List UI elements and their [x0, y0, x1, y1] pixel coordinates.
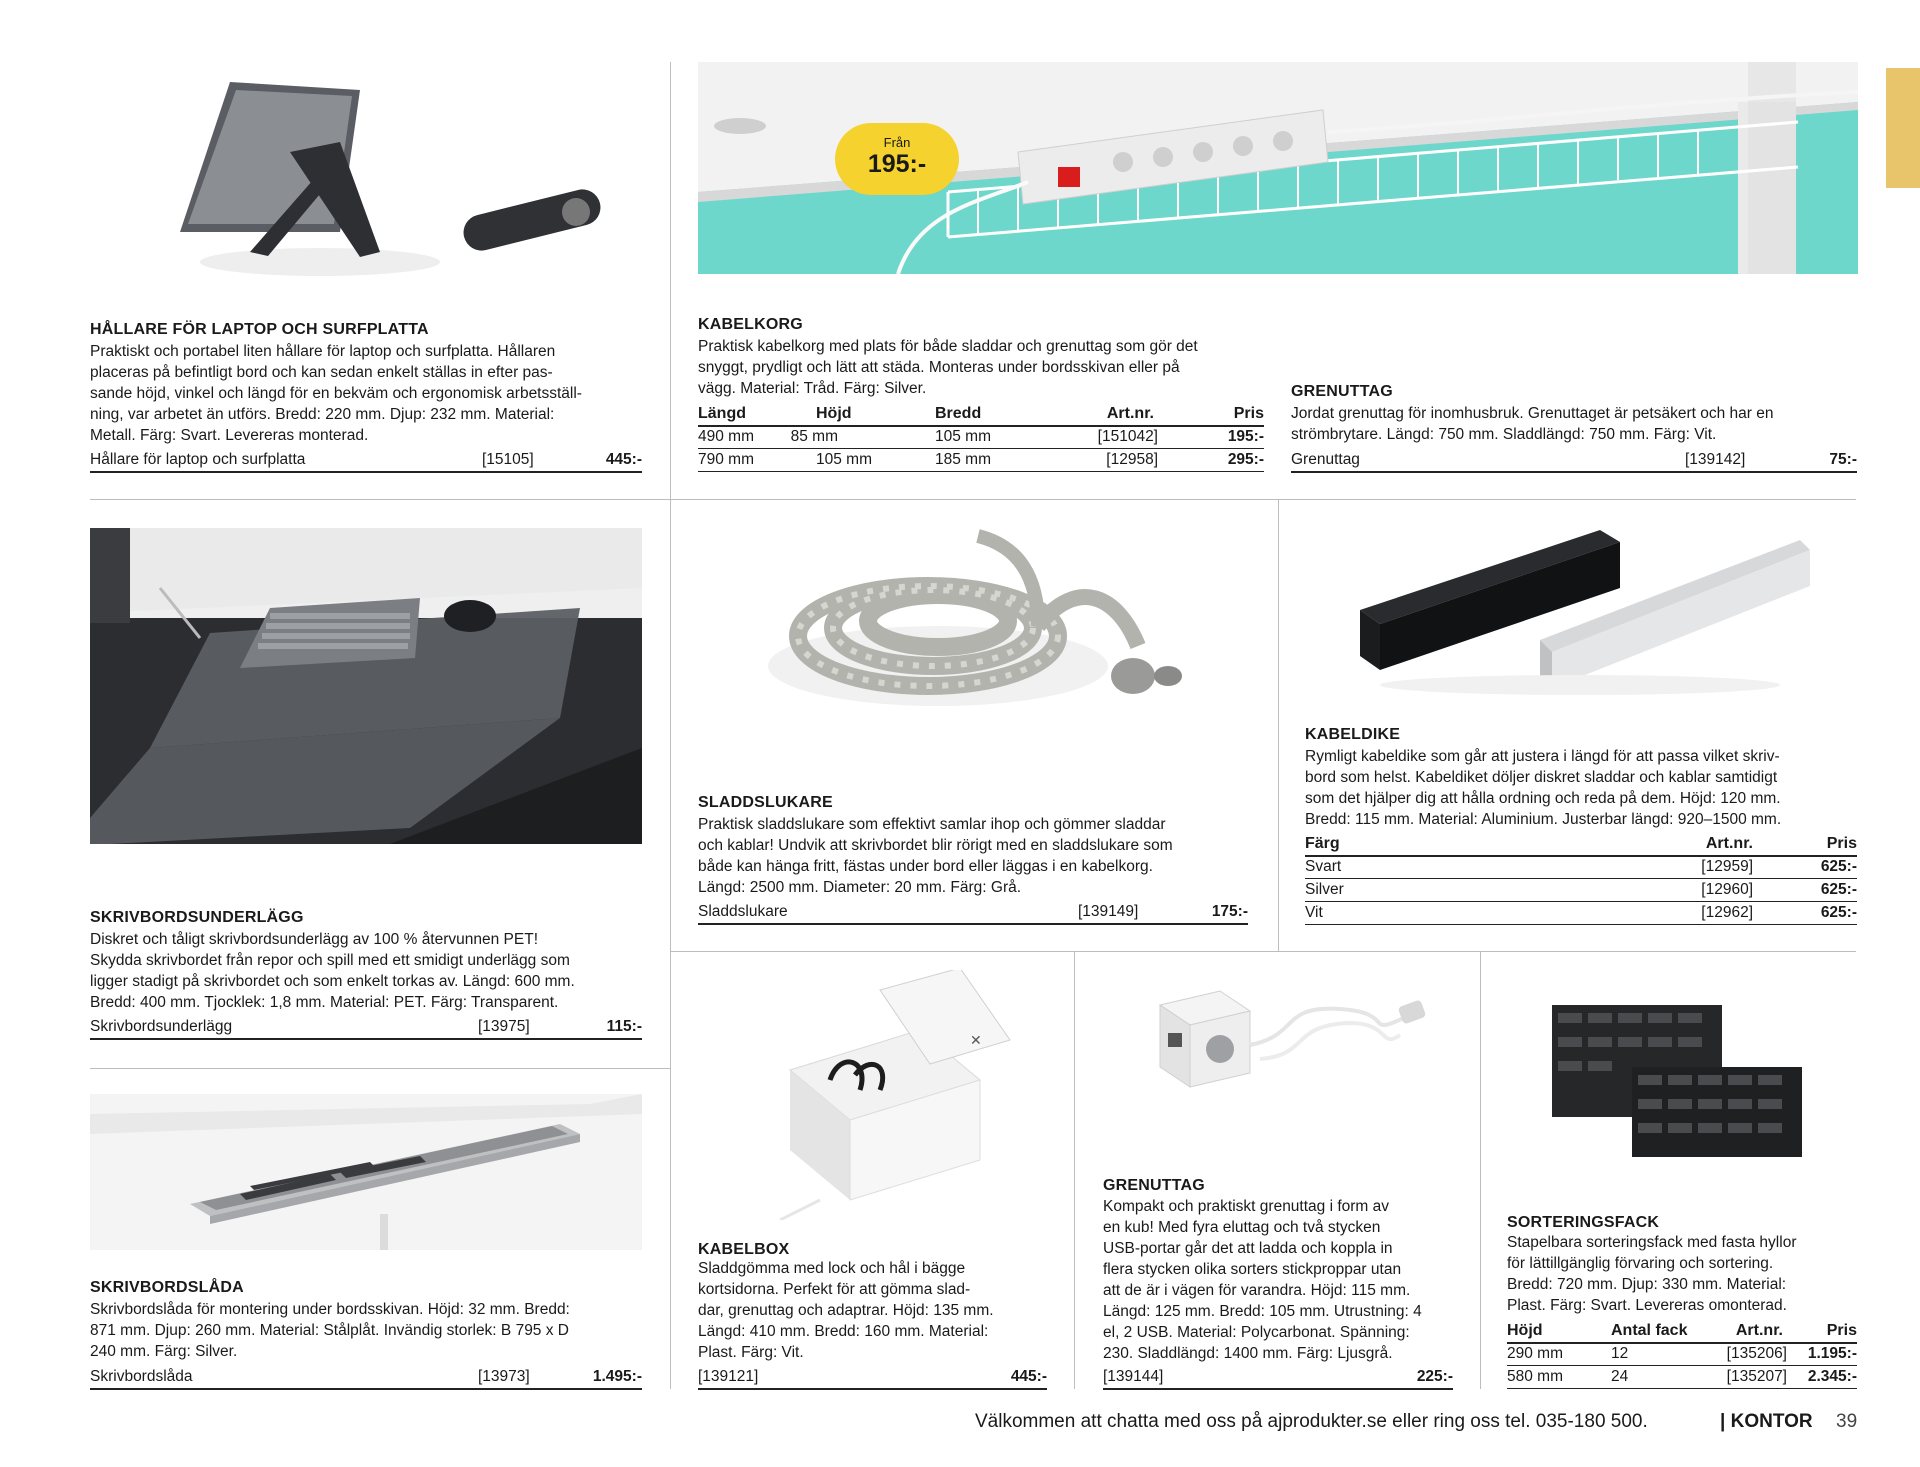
price: 175:-	[1211, 903, 1248, 920]
desc-line: 871 mm. Djup: 260 mm. Material: Stålplåt. Invändig storlek: B 795 x D	[90, 1322, 569, 1339]
article-number: [13973]	[478, 1368, 530, 1385]
cell: [135207]	[1726, 1368, 1787, 1385]
desc-line: Stapelbara sorteringsfack med fasta hyllor	[1507, 1234, 1797, 1251]
desc-line: dar, grenuttag och adaptrar. Höjd: 135 mm.	[698, 1302, 994, 1319]
desc-line: Längd: 2500 mm. Diameter: 20 mm. Färg: Grå.	[698, 879, 1022, 896]
desc-line: Diskret och tåligt skrivbordsunderlägg av 100 % återvunnen PET!	[90, 931, 539, 948]
product-description	[698, 336, 1278, 399]
desc-line: el, 2 USB. Material: Polycarbonat. Spänning:	[1103, 1324, 1410, 1341]
column-header: Pris	[1233, 405, 1264, 422]
desc-line: Bredd: 720 mm. Djup: 330 mm. Material:	[1507, 1276, 1787, 1293]
desc-line: Sladdgömma med lock och hål i bägge	[698, 1260, 966, 1277]
divider	[670, 499, 671, 1389]
desc-line: Skydda skrivbordet från repor och spill med ett smidigt underlägg som	[90, 952, 570, 969]
price: 2.345:-	[1807, 1368, 1857, 1385]
cell: 12	[1611, 1345, 1629, 1362]
table-header	[698, 403, 1264, 427]
desc-line: bord som helst. Kabeldiket döljer diskret sladdar och kablar samtidigt	[1305, 769, 1778, 786]
desc-line: Jordat grenuttag för inomhusbruk. Grenuttaget är petsäkert och har en	[1291, 405, 1774, 422]
column-header: Färg	[1305, 835, 1340, 852]
kabeldike-image	[1330, 520, 1830, 700]
divider	[1074, 951, 1075, 1389]
price: 295:-	[1227, 451, 1264, 468]
table-row[interactable]	[1305, 856, 1857, 879]
desc-line: och kablar! Undvik att skrivbordet blir rörigt med en sladdslukare som	[698, 837, 1173, 854]
item-name: Skrivbordslåda	[90, 1368, 193, 1385]
desc-line: Plast. Färg: Vit.	[698, 1344, 804, 1361]
desc-line: Bredd: 115 mm. Material: Aluminium. Justerbar längd: 920–1500 mm.	[1305, 811, 1782, 828]
footer-section: | KONTOR	[1720, 1411, 1813, 1432]
price-row[interactable]	[90, 1016, 642, 1040]
price: 445:-	[605, 451, 642, 468]
desc-line: Plast. Färg: Svart. Levereras omonterad.	[1507, 1297, 1787, 1314]
cell: [12960]	[1701, 881, 1753, 898]
column-header: Art.nr.	[1106, 405, 1154, 422]
cell: [135206]	[1726, 1345, 1787, 1362]
cell: 85 mm	[790, 428, 838, 445]
price-badge	[835, 123, 959, 195]
item-name: Hållare för laptop och surfplatta	[90, 451, 306, 468]
kabelbox-image	[760, 970, 1020, 1220]
desc-line: Rymligt kabeldike som går att justera i längd för att passa vilket skriv-	[1305, 748, 1780, 765]
sorteringsfack-image	[1540, 995, 1810, 1165]
product-title: SLADDSLUKARE	[698, 794, 833, 811]
laptop-holder-image	[90, 62, 650, 302]
price: 225:-	[1416, 1368, 1453, 1385]
product-description	[698, 1258, 1068, 1363]
badge-price: 195:-	[867, 150, 927, 178]
desc-line: för lättillgänglig förvaring och sortering.	[1507, 1255, 1774, 1272]
table-header	[1507, 1320, 1857, 1344]
product-title: GRENUTTAG	[1103, 1177, 1205, 1194]
column-header: Pris	[1826, 835, 1857, 852]
price-row[interactable]	[1103, 1366, 1453, 1390]
article-number: [139142]	[1685, 451, 1746, 468]
item-name: Sladdslukare	[698, 903, 788, 920]
price: 625:-	[1820, 881, 1857, 898]
desk-pad-image	[90, 528, 642, 844]
column-header: Art.nr.	[1705, 835, 1753, 852]
price: 445:-	[1010, 1368, 1047, 1385]
cell: 105 mm	[935, 428, 991, 445]
table-row[interactable]	[698, 449, 1264, 472]
price: 625:-	[1820, 858, 1857, 875]
price-row[interactable]	[698, 901, 1248, 925]
product-description	[1103, 1196, 1478, 1364]
grenuttag-cube-image	[1110, 975, 1440, 1095]
desc-line: Kompakt och praktiskt grenuttag i form av	[1103, 1198, 1390, 1215]
product-description	[698, 814, 1268, 898]
product-description	[90, 1299, 650, 1362]
desc-line: USB-portar går det att ladda och koppla in	[1103, 1240, 1393, 1257]
desc-line: vägg. Material: Tråd. Färg: Silver.	[698, 380, 927, 397]
desc-line: Bredd: 400 mm. Tjocklek: 1,8 mm. Material: PET. Färg: Transparent.	[90, 994, 559, 1011]
desc-line: sande höjd, vinkel och längd för en bekväm och ergonomisk arbetsställ-	[90, 385, 582, 402]
product-description	[1291, 403, 1861, 445]
desc-line: som det hjälper dig att hålla ordning och reda på dem. Höjd: 120 mm.	[1305, 790, 1781, 807]
desc-line: Skrivbordslåda för montering under bordsskivan. Höjd: 32 mm. Bredd:	[90, 1301, 570, 1318]
price: 1.495:-	[592, 1368, 642, 1385]
cell: Silver	[1305, 881, 1344, 898]
desc-line: Praktisk sladdslukare som effektivt samlar ihop och gömmer sladdar	[698, 816, 1166, 833]
column-header: Längd	[698, 405, 746, 422]
article-number: [139149]	[1078, 903, 1139, 920]
article-number: [15105]	[482, 451, 534, 468]
sladdslukare-image	[698, 516, 1268, 736]
section-tab	[1886, 68, 1920, 188]
product-title: KABELBOX	[698, 1241, 790, 1258]
svg-text:✕: ✕	[970, 1033, 982, 1049]
article-number: [139144]	[1103, 1368, 1164, 1385]
footer-text: Välkommen att chatta med oss på ajprodukter.se eller ring oss tel. 035-180 500.	[975, 1411, 1648, 1432]
price-row[interactable]	[1291, 449, 1857, 473]
cell: Vit	[1305, 904, 1323, 921]
column-header: Höjd	[816, 405, 852, 422]
desc-line: Metall. Färg: Svart. Levereras monterad.	[90, 427, 369, 444]
price-row[interactable]	[90, 1366, 642, 1390]
badge-label: Från	[883, 135, 911, 150]
product-title: SKRIVBORDSUNDERLÄGG	[90, 909, 304, 926]
desc-line: snyggt, prydligt och lätt att städa. Monteras under bordsskivan eller på	[698, 359, 1180, 376]
product-title: SORTERINGSFACK	[1507, 1214, 1660, 1231]
cell: 290 mm	[1507, 1345, 1563, 1362]
desc-line: placeras på befintligt bord och kan sedan enkelt ställas in efter pas-	[90, 364, 553, 381]
price: 75:-	[1829, 451, 1857, 468]
table-row[interactable]	[698, 426, 1264, 449]
desc-line: en kub! Med fyra eluttag och två stycken	[1103, 1219, 1381, 1236]
table-header	[1305, 833, 1857, 857]
product-title: KABELDIKE	[1305, 726, 1401, 743]
desc-line: både kan hänga fritt, fästas under bord eller läggas i en kabelkorg.	[698, 858, 1153, 875]
price-row[interactable]	[698, 1366, 1047, 1390]
price: 1.195:-	[1807, 1345, 1857, 1362]
product-description	[1507, 1232, 1867, 1316]
column-header: Bredd	[935, 405, 982, 422]
table-row[interactable]	[1305, 902, 1857, 925]
divider	[670, 62, 671, 499]
divider	[1278, 499, 1279, 951]
desc-line: flera stycken olika sorters stickproppar utan	[1103, 1261, 1402, 1278]
cell: 185 mm	[935, 451, 991, 468]
product-title: SKRIVBORDSLÅDA	[90, 1279, 244, 1296]
product-title: GRENUTTAG	[1291, 383, 1393, 400]
divider	[1480, 951, 1481, 1389]
cell: 24	[1611, 1368, 1629, 1385]
desc-line: ligger stadigt på skrivbordet och som enkelt torkas av. Längd: 600 mm.	[90, 973, 575, 990]
table-row[interactable]	[1507, 1366, 1857, 1389]
divider	[670, 951, 1856, 952]
item-name: Skrivbordsunderlägg	[90, 1018, 233, 1035]
product-title: HÅLLARE FÖR LAPTOP OCH SURFPLATTA	[90, 321, 429, 338]
column-header: Antal fack	[1611, 1322, 1688, 1339]
table-row[interactable]	[1507, 1343, 1857, 1366]
column-header: Pris	[1826, 1322, 1857, 1339]
item-name: Grenuttag	[1291, 451, 1360, 468]
cell: [151042]	[1097, 428, 1158, 445]
desc-line: kortsidorna. Perfekt för att gömma slad-	[698, 1281, 971, 1298]
desc-line: strömbrytare. Längd: 750 mm. Sladdlängd: 750 mm. Färg: Vit.	[1291, 426, 1717, 443]
column-header: Art.nr.	[1735, 1322, 1783, 1339]
desc-line: Längd: 125 mm. Bredd: 105 mm. Utrustning: 4	[1103, 1303, 1422, 1320]
product-title: KABELKORG	[698, 316, 803, 333]
desc-line: 230. Sladdlängd: 1400 mm. Färg: Ljusgrå.	[1103, 1345, 1393, 1362]
cell: Svart	[1305, 858, 1342, 875]
price: 195:-	[1227, 428, 1264, 445]
cell: 490 mm	[698, 428, 754, 445]
column-header: Höjd	[1507, 1322, 1543, 1339]
article-number: [139121]	[698, 1368, 759, 1385]
price-row[interactable]	[90, 449, 642, 473]
cell: [12962]	[1701, 904, 1753, 921]
cell: [12959]	[1701, 858, 1753, 875]
product-description	[90, 341, 650, 446]
cell: 580 mm	[1507, 1368, 1563, 1385]
divider	[90, 499, 1856, 500]
product-description	[90, 929, 650, 1013]
cell: [12958]	[1106, 451, 1158, 468]
price: 115:-	[606, 1018, 642, 1035]
skrivbordslada-image	[90, 1094, 642, 1250]
desc-line: Praktiskt och portabel liten hållare för laptop och surfplatta. Hållaren	[90, 343, 556, 360]
table-row[interactable]	[1305, 879, 1857, 902]
desc-line: ning, var arbetet än utförs. Bredd: 220 mm. Djup: 232 mm. Material:	[90, 406, 555, 423]
cell: 105 mm	[816, 451, 872, 468]
article-number: [13975]	[478, 1018, 530, 1035]
page-number: 39	[1836, 1411, 1858, 1432]
desc-line: Längd: 410 mm. Bredd: 160 mm. Material:	[698, 1323, 989, 1340]
divider	[90, 1068, 670, 1069]
cell: 790 mm	[698, 451, 754, 468]
desc-line: Praktisk kabelkorg med plats för både sladdar och grenuttag som gör det	[698, 338, 1198, 355]
product-description	[1305, 746, 1865, 830]
desc-line: att de är i vägen för varandra. Höjd: 115 mm.	[1103, 1282, 1411, 1299]
price: 625:-	[1820, 904, 1857, 921]
desc-line: 240 mm. Färg: Silver.	[90, 1343, 238, 1360]
